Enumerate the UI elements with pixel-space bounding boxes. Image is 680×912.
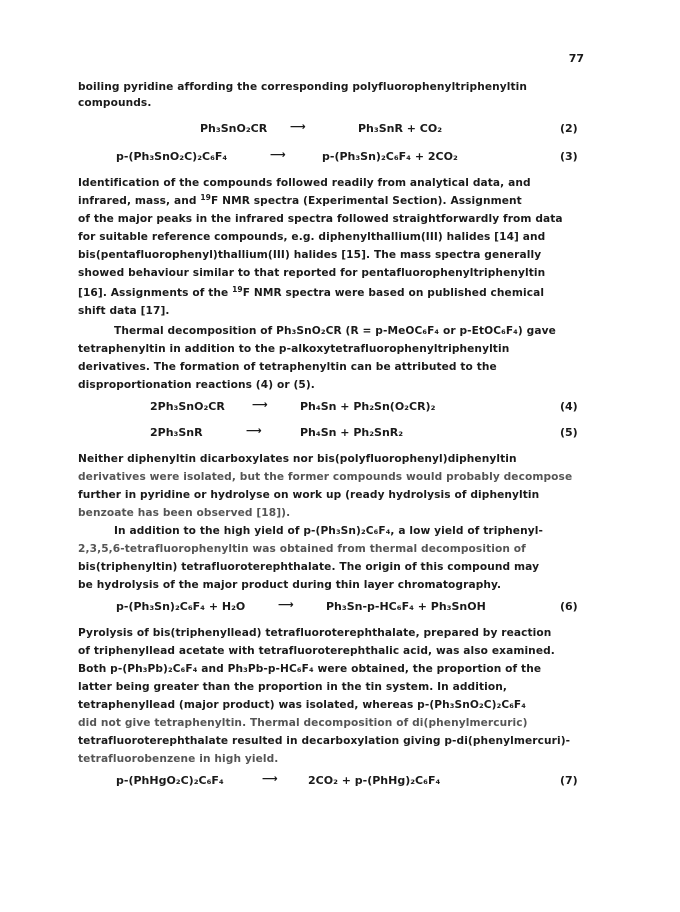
reaction-arrow-icon: ⟶ <box>246 424 262 437</box>
text-line: be hydrolysis of the major product during thin layer chromatography. <box>78 579 502 591</box>
text-line: In addition to the high yield of p-(Ph₃Sn)₂C₆F₄, a low yield of triphenyl- <box>114 525 543 537</box>
text-line: further in pyridine or hydrolyse on work up (ready hydrolysis of diphenyltin <box>78 489 540 501</box>
text-line: bis(triphenyltin) tetrafluoroterephthalate. The origin of this compound may <box>78 561 540 573</box>
text-line: 2,3,5,6-tetrafluorophenyltin was obtained from thermal decomposition of <box>78 543 526 555</box>
equation-4-number: (4) <box>560 400 578 413</box>
reaction-arrow-icon: ⟶ <box>278 598 294 611</box>
equation-6-rhs: Ph₃Sn-p-HC₆F₄ + Ph₃SnOH <box>326 600 486 613</box>
text-line: Thermal decomposition of Ph₃SnO₂CR (R = p-MeOC₆F₄ or p-EtOC₆F₄) gave <box>114 325 556 337</box>
text-line: tetraphenyltin in addition to the p-alkoxytetrafluorophenyltriphenyltin <box>78 343 510 355</box>
text-span: [16]. Assignments of the <box>78 287 233 299</box>
text-line <box>78 194 598 208</box>
equation-3-number: (3) <box>560 150 578 163</box>
equation-3-rhs: p-(Ph₃Sn)₂C₆F₄ + 2CO₂ <box>322 150 458 163</box>
text-line: showed behaviour similar to that reported for pentafluorophenyltriphenyltin <box>78 267 546 279</box>
text-line: tetrafluoroterephthalate resulted in decarboxylation giving p-di(phenylmercuri)- <box>78 735 571 747</box>
text-span: F NMR spectra were based on published chemical <box>242 287 545 299</box>
text-line: of triphenyllead acetate with tetrafluoroterephthalic acid, was also examined. <box>78 645 555 657</box>
equation-2-lhs: Ph₃SnO₂CR <box>200 122 268 135</box>
superscript: 19 <box>232 285 243 294</box>
text-line: boiling pyridine affording the corresponding polyfluorophenyltriphenyltin <box>78 81 528 93</box>
reaction-arrow-icon: ⟶ <box>290 120 306 133</box>
reaction-arrow-icon: ⟶ <box>252 398 268 411</box>
text-line: Identification of the compounds followed readily from analytical data, and <box>78 177 531 189</box>
text-line: tetraphenyllead (major product) was isolated, whereas p-(Ph₃SnO₂C)₂C₆F₄ <box>78 699 527 711</box>
equation-5-lhs: 2Ph₃SnR <box>150 426 203 439</box>
equation-6-lhs: p-(Ph₃Sn)₂C₆F₄ + H₂O <box>116 600 246 613</box>
text-line: Pyrolysis of bis(triphenyllead) tetrafluoroterephthalate, prepared by reaction <box>78 627 552 639</box>
equation-2-rhs: Ph₃SnR + CO₂ <box>358 122 443 135</box>
equation-5-rhs: Ph₄Sn + Ph₂SnR₂ <box>300 426 404 439</box>
text-line: bis(pentafluorophenyl)thallium(III) halides [15]. The mass spectra generally <box>78 249 542 261</box>
text-line: latter being greater than the proportion in the tin system. In addition, <box>78 681 507 693</box>
text-line: benzoate has been observed [18]). <box>78 507 291 519</box>
equation-3-lhs: p-(Ph₃SnO₂C)₂C₆F₄ <box>116 150 228 163</box>
equation-7-lhs: p-(PhHgO₂C)₂C₆F₄ <box>116 774 224 787</box>
text-line: Neither diphenyltin dicarboxylates nor bis(polyfluorophenyl)diphenyltin <box>78 453 517 465</box>
reaction-arrow-icon: ⟶ <box>270 148 286 161</box>
text-line <box>78 286 598 300</box>
text-line: Both p-(Ph₃Pb)₂C₆F₄ and Ph₃Pb-p-HC₆F₄ were obtained, the proportion of the <box>78 663 542 675</box>
text-line: disproportionation reactions (4) or (5). <box>78 379 315 391</box>
text-line: for suitable reference compounds, e.g. diphenylthallium(III) halides [14] and <box>78 231 546 243</box>
equation-4-rhs: Ph₄Sn + Ph₂Sn(O₂CR)₂ <box>300 400 436 413</box>
text-line: did not give tetraphenyltin. Thermal decomposition of di(phenylmercuric) <box>78 717 528 729</box>
text-line: of the major peaks in the infrared spectra followed straightforwardly from data <box>78 213 563 225</box>
equation-7-number: (7) <box>560 774 578 787</box>
equation-4-lhs: 2Ph₃SnO₂CR <box>150 400 225 413</box>
text-span: F NMR spectra (Experimental Section). Assignment <box>210 195 522 207</box>
equation-6-number: (6) <box>560 600 578 613</box>
text-line: shift data [17]. <box>78 305 170 317</box>
text-line: derivatives. The formation of tetraphenyltin can be attributed to the <box>78 361 497 373</box>
page-number: 77 <box>568 52 584 65</box>
text-line: derivatives were isolated, but the former compounds would probably decompose <box>78 471 573 483</box>
text-line: compounds. <box>78 97 152 109</box>
equation-2-number: (2) <box>560 122 578 135</box>
superscript: 19 <box>200 193 211 202</box>
reaction-arrow-icon: ⟶ <box>262 772 278 785</box>
equation-5-number: (5) <box>560 426 578 439</box>
equation-7-rhs: 2CO₂ + p-(PhHg)₂C₆F₄ <box>308 774 441 787</box>
text-line: tetrafluorobenzene in high yield. <box>78 753 279 765</box>
text-span: infrared, mass, and <box>78 195 201 207</box>
